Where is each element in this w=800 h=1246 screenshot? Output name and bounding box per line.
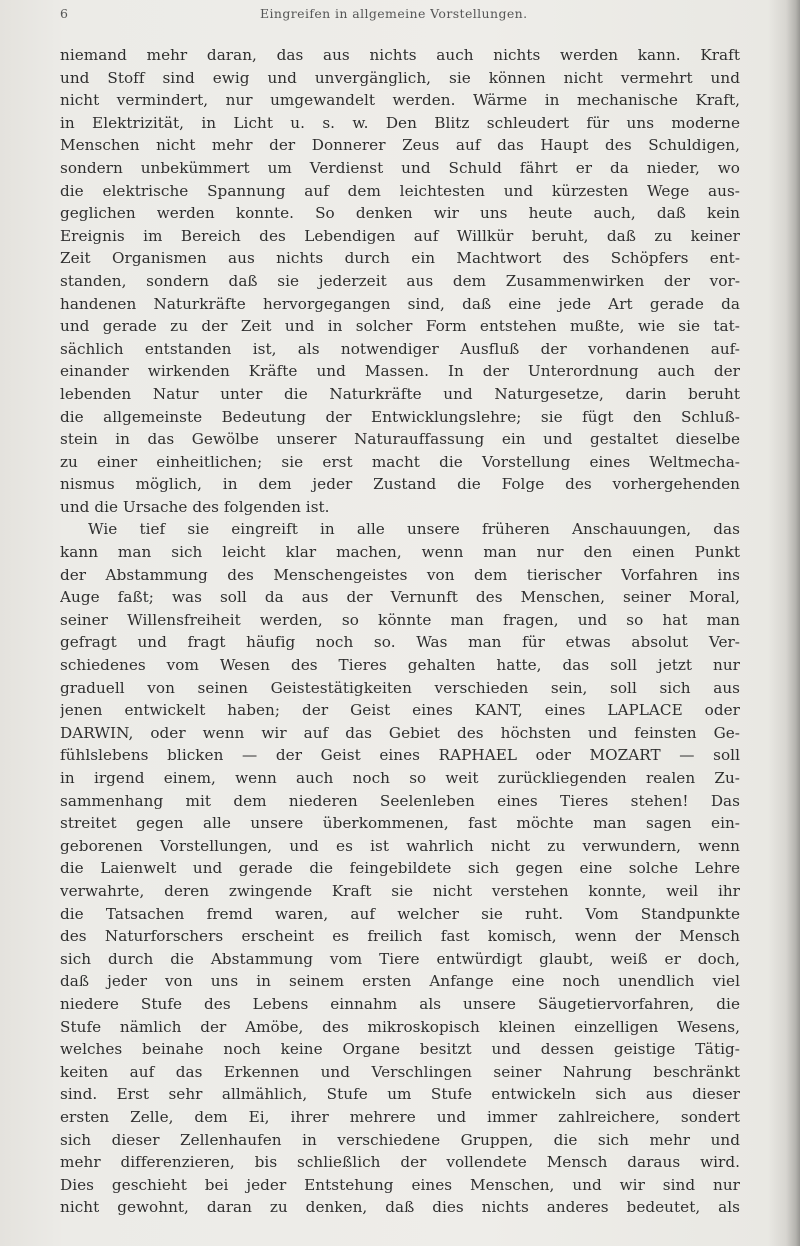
running-head: Eingreifen in allgemeine Vorstellungen. (260, 6, 528, 21)
text-line: geglichen werden konnte. So denken wir uns heute auch, daß kein (60, 204, 740, 223)
text-line: sondern unbekümmert um Verdienst und Schuld fährt er da nieder, wo (60, 158, 740, 177)
text-line: Wie tief sie eingreift in alle unsere früheren Anschauungen, das (88, 520, 740, 539)
text-line: gefragt und fragt häufig noch so. Was man für etwas absolut Ver- (60, 633, 740, 652)
text-line: fühlslebens blicken — der Geist eines RAPHAEL oder MOZART — soll (60, 746, 740, 765)
text-line: sächlich entstanden ist, als notwendiger Ausfluß der vorhandenen auf- (60, 339, 740, 358)
text-line: sammenhang mit dem niederen Seelenleben eines Tieres stehen! Das (60, 791, 740, 810)
text-line: des Naturforschers erscheint es freilich fast komisch, wenn der Mensch (60, 927, 740, 946)
page-edge-shadow (786, 0, 800, 1246)
text-line: keiten auf das Erkennen und Verschlingen seiner Nahrung beschränkt (60, 1062, 740, 1081)
text-line: Ereignis im Bereich des Lebendigen auf Willkür beruht, daß zu keiner (60, 226, 740, 245)
text-line: Zeit Organismen aus nichts durch ein Machtwort des Schöpfers ent- (60, 249, 740, 268)
text-line: lebenden Natur unter die Naturkräfte und Naturgesetze, darin beruht (60, 384, 740, 403)
text-line: sich dieser Zellenhaufen in verschiedene Gruppen, die sich mehr und (60, 1130, 740, 1149)
text-line: die Laienwelt und gerade die feingebildete sich gegen eine solche Lehre (60, 859, 740, 878)
text-line: welches beinahe noch keine Organe besitzt und dessen geistige Tätig- (60, 1040, 740, 1059)
text-line: sind. Erst sehr allmählich, Stufe um Stufe entwickeln sich aus dieser (60, 1085, 740, 1104)
text-line: in Elektrizität, in Licht u. s. w. Den Blitz schleudert für uns moderne (60, 113, 740, 132)
text-line: verwahrte, deren zwingende Kraft sie nicht verstehen konnte, weil ihr (60, 881, 740, 900)
text-line: schiedenes vom Wesen des Tieres gehalten hatte, das soll jetzt nur (60, 656, 740, 675)
text-line: Dies geschieht bei jeder Entstehung eines Menschen, und wir sind nur (60, 1175, 740, 1194)
text-line: nicht gewohnt, daran zu denken, daß dies nichts anderes bedeutet, als (60, 1198, 740, 1217)
text-line: die Tatsachen fremd waren, auf welcher sie ruht. Vom Standpunkte (60, 904, 740, 923)
text-line: niedere Stufe des Lebens einnahm als unsere Säugetiervorfahren, die (60, 994, 740, 1013)
text-line: der Abstammung des Menschengeistes von dem tierischer Vorfahren ins (60, 565, 740, 584)
text-line: die elektrische Spannung auf dem leichtesten und kürzesten Wege aus- (60, 181, 740, 200)
text-line: kann man sich leicht klar machen, wenn man nur den einen Punkt (60, 543, 740, 562)
text-line: streitet gegen alle unsere überkommenen, fast möchte man sagen ein- (60, 814, 740, 833)
text-line: nismus möglich, in dem jeder Zustand die Folge des vorhergehenden (60, 475, 740, 494)
text-line: daß jeder von uns in seinem ersten Anfange eine noch unendlich viel (60, 972, 740, 991)
text-line: in irgend einem, wenn auch noch so weit zurückliegenden realen Zu- (60, 769, 740, 787)
text-line: mehr differenzieren, bis schließlich der vollendete Mensch daraus wird. (60, 1153, 740, 1172)
text-line: und Stoff sind ewig und unvergänglich, sie können nicht vermehrt und (60, 68, 740, 87)
page-number: 6 (60, 6, 69, 21)
text-line: ersten Zelle, dem Ei, ihrer mehrere und immer zahlreichere, sondert (60, 1107, 740, 1126)
text-line: einander wirkenden Kräfte und Massen. In der Unterordnung auch der (60, 362, 740, 381)
text-line: stein in das Gewölbe unserer Naturauffassung ein und gestaltet dieselbe (60, 430, 740, 449)
text-line: Auge faßt; was soll da aus der Vernunft des Menschen, seiner Moral, (60, 588, 740, 607)
text-line: sich durch die Abstammung vom Tiere entwürdigt glaubt, weiß er doch, (60, 949, 740, 968)
text-line: jenen entwickelt haben; der Geist eines KANT, eines LAPLACE oder (60, 701, 740, 720)
text-line: die allgemeinste Bedeutung der Entwicklungslehre; sie fügt den Schluß- (60, 407, 740, 426)
text-line: standen, sondern daß sie jederzeit aus dem Zusammenwirken der vor- (60, 271, 740, 290)
text-line: DARWIN, oder wenn wir auf das Gebiet des höchsten und feinsten Ge- (60, 723, 740, 742)
text-line: Stufe nämlich der Amöbe, des mikroskopisch kleinen einzelligen Wesens, (60, 1017, 740, 1036)
text-line: seiner Willensfreiheit werden, so könnte man fragen, und so hat man (60, 610, 740, 629)
text-line: nicht vermindert, nur umgewandelt werden. Wärme in mechanische Kraft, (60, 91, 740, 110)
text-line: Menschen nicht mehr der Donnerer Zeus auf das Haupt des Schuldigen, (60, 136, 740, 155)
text-line: und die Ursache des folgenden ist. (60, 497, 330, 516)
text-line: handenen Naturkräfte hervorgegangen sind, daß eine jede Art gerade da (60, 294, 740, 313)
body-text (60, 44, 740, 1219)
text-line: geborenen Vorstellungen, und es ist wahrlich nicht zu verwundern, wenn (60, 836, 740, 855)
text-line: niemand mehr daran, das aus nichts auch nichts werden kann. Kraft (60, 46, 740, 64)
text-line: graduell von seinen Geistestätigkeiten verschieden sein, soll sich aus (60, 678, 740, 697)
text-line: zu einer einheitlichen; sie erst macht die Vorstellung eines Weltmecha- (60, 452, 740, 471)
text-line: und gerade zu der Zeit und in solcher Form entstehen mußte, wie sie tat- (60, 317, 740, 336)
page-header (60, 6, 740, 26)
